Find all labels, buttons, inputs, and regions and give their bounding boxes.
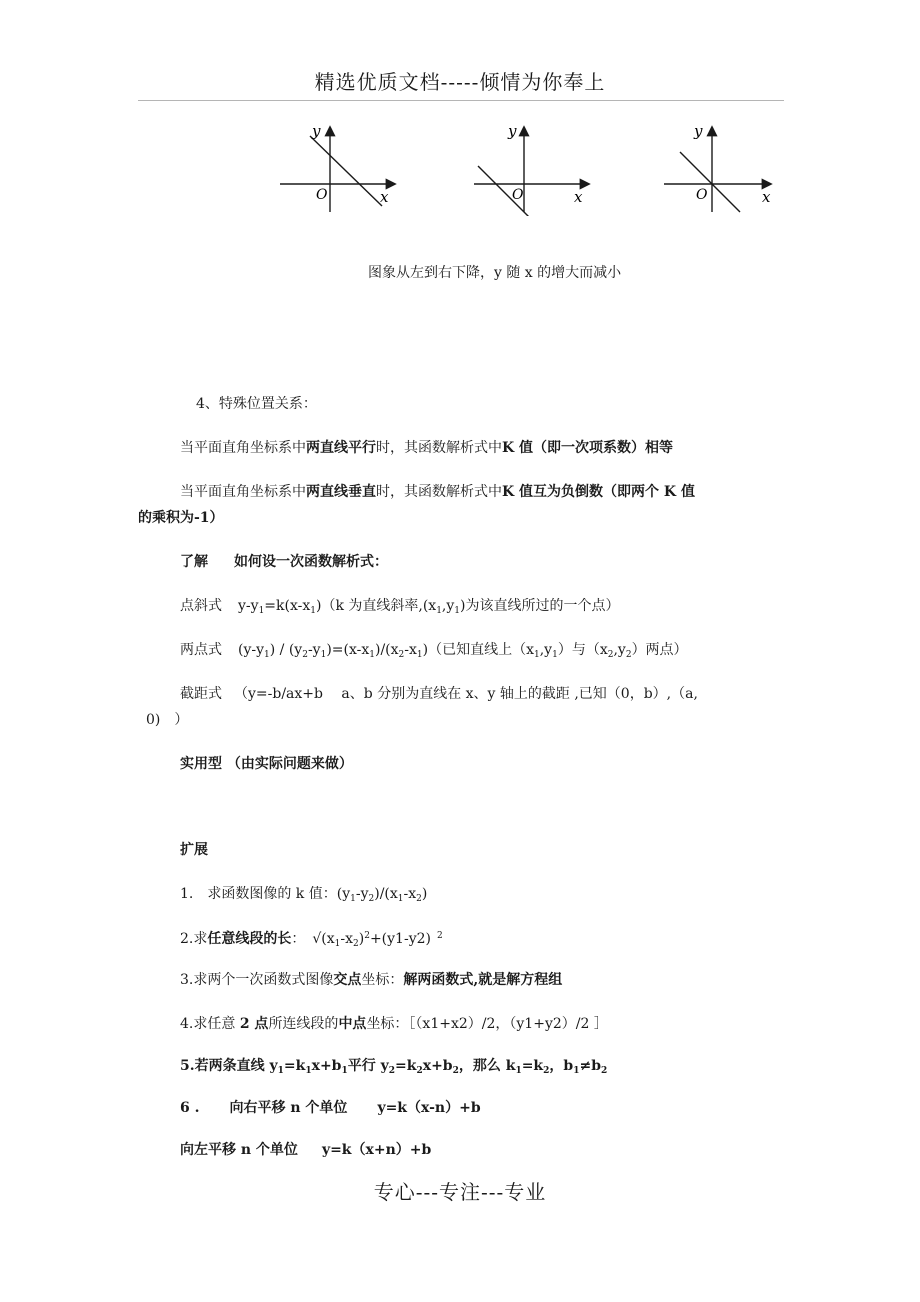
extension-item-4: 4.求任意 2 点所连线段的中点坐标：［（x1+x2）/2，（y1+y2）/2 ］: [180, 1016, 608, 1032]
extension-item-6: 6 . 向右平移 n 个单位 y=k（x-n）+b: [180, 1100, 481, 1116]
origin-label: O: [512, 187, 524, 203]
practical-type: 实用型 （由实际问题来做）: [180, 756, 353, 772]
extension-item-3: 3.求两个一次函数式图像交点坐标：解两函数式,就是解方程组: [180, 972, 563, 988]
header-rule: [138, 100, 784, 101]
extension-item-2: 2.求任意线段的长： $√(x_1-x_2)^2+(y1-y2)$ $^2$: [180, 931, 443, 949]
graph-caption: 图象从左到右下降，y 随 x 的增大而减小: [368, 265, 622, 281]
page-footer: 专心---专注---专业: [373, 1180, 547, 1204]
parallel-rule: 当平面直角坐标系中两直线平行时，其函数解析式中K 值（即一次项系数）相等: [180, 440, 674, 456]
extension-item-1: 1. 求函数图像的 k 值：$(y_1-y_2)/(x_1-x_2)$: [180, 886, 428, 904]
function-line: [478, 166, 542, 216]
perpendicular-rule-cont: 的乘积为-1）: [138, 510, 224, 526]
section-4-title: 4、特殊位置关系：: [196, 396, 317, 412]
graph-2: [470, 120, 596, 216]
y-axis-label: y: [508, 122, 517, 140]
two-point-form: 两点式 $(y-y_1) / (y_2-y_1)=(x-x_1)/(x_2-x_1)$（已知直线上$(x_1,y_1)$与$(x_2,y_2)$两点）: [180, 642, 688, 660]
y-axis-label: y: [312, 122, 321, 140]
intercept-form: 截距式 （y=-b/ax+b a、b 分别为直线在 x、y 轴上的截距 ,已知（0，b）,（a,: [180, 686, 698, 702]
graph-3: [658, 120, 778, 216]
x-axis-label: x: [380, 188, 389, 206]
intercept-form-cont: 0) ）: [146, 712, 189, 728]
x-axis-label: x: [762, 188, 771, 206]
x-axis-label: x: [574, 188, 583, 206]
function-line: [680, 152, 740, 212]
extension-item-7: 向左平移 n 个单位 y=k（x+n）+b: [180, 1142, 432, 1158]
extension-heading: 扩展: [180, 842, 208, 858]
page-header: 精选优质文档-----倾情为你奉上: [314, 70, 606, 94]
forms-heading: 了解 如何设一次函数解析式：: [180, 554, 388, 570]
origin-label: O: [316, 187, 328, 203]
graph-1: [276, 120, 402, 216]
origin-label: O: [696, 187, 708, 203]
extension-item-5: 5.若两条直线 $y_1=k_1x+b_1$平行 $y_2=k_2x+b_2$，那么 $k_1=k_2$，$b_1\ne b_2$: [180, 1058, 608, 1076]
perpendicular-rule: 当平面直角坐标系中两直线垂直时，其函数解析式中K 值互为负倒数（即两个 K 值: [180, 484, 695, 500]
y-axis-label: y: [694, 122, 703, 140]
point-slope-form: 点斜式 $y-y_1=k(x-x_1)(k$ 为直线斜率$,(x_1,y_1)$为该直线所过的一个点）: [180, 598, 620, 616]
